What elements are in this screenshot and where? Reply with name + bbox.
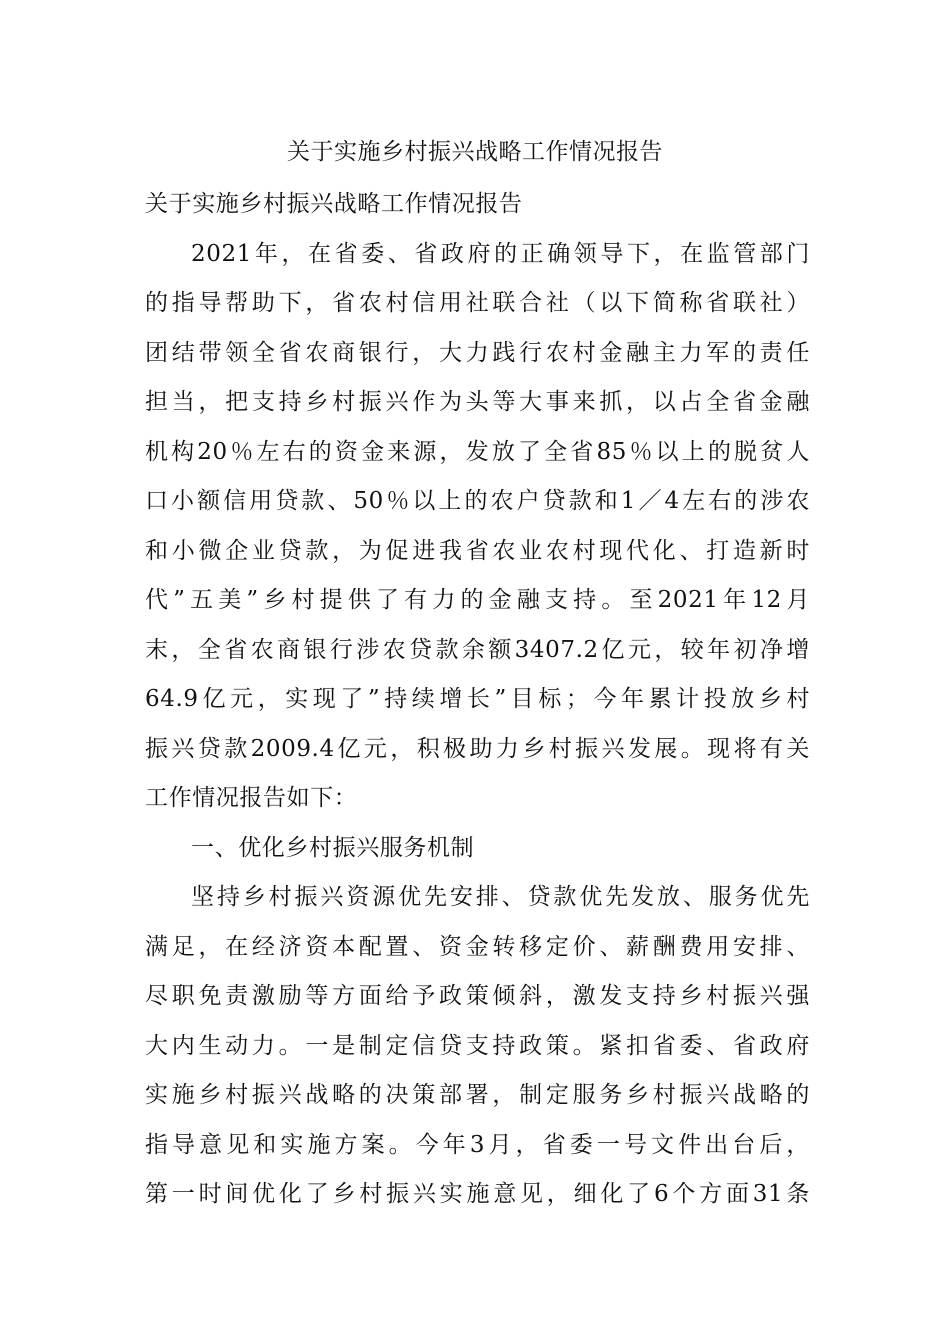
text-line: 尽职免责激励等方面给予政策倾斜，激发支持乡村振兴强 (145, 983, 810, 1009)
text-line: 担当，把支持乡村振兴作为头等大事来抓，以占全省金融 (145, 389, 810, 415)
text-line: 和小微企业贷款，为促进我省农业农村现代化、打造新时 (145, 537, 810, 564)
text-line: 大内生动力。一是制定信贷支持政策。紧扣省委、省政府 (145, 1032, 810, 1059)
text-line: 满足，在经济资本配置、资金转移定价、薪酬费用安排、 (145, 933, 810, 960)
text-line: 关于实施乡村振兴战略工作情况报告 (145, 191, 523, 217)
text-line: 团结带领全省农商银行，大力践行农村金融主力军的责任 (145, 339, 810, 366)
text-line: 代”五美”乡村提供了有力的金融支持。至2021年12月 (145, 587, 810, 613)
text-line: 第一时间优化了乡村振兴实施意见，细化了6个方面31条 (145, 1181, 810, 1207)
document-body (145, 180, 810, 1220)
text-line: 坚持乡村振兴资源优先安排、贷款优先发放、服务优先 (191, 884, 810, 910)
text-line: 的指导帮助下，省农村信用社联合社（以下简称省联社） (145, 290, 810, 316)
text-line: 末，全省农商银行涉农贷款余额3407.2亿元，较年初净增 (145, 636, 810, 663)
text-line: 2021年，在省委、省政府的正确领导下，在监管部门 (191, 240, 810, 267)
text-line: 64.9亿元，实现了”持续增长”目标；今年累计投放乡村 (145, 686, 810, 712)
text-line: 指导意见和实施方案。今年3月，省委一号文件出台后， (145, 1131, 810, 1158)
text-line: 口小额信用贷款、50％以上的农户贷款和1／4左右的涉农 (145, 488, 810, 514)
text-line: 振兴贷款2009.4亿元，积极助力乡村振兴发展。现将有关 (145, 735, 810, 762)
text-line: 实施乡村振兴战略的决策部署，制定服务乡村振兴战略的 (145, 1082, 810, 1108)
text-line: 工作情况报告如下： (145, 785, 358, 811)
text-line: 一、优化乡村振兴服务机制 (191, 834, 475, 861)
document-title: 关于实施乡村振兴战略工作情况报告 (287, 139, 663, 165)
text-line: 机构20％左右的资金来源，发放了全省85％以上的脱贫人 (145, 438, 810, 465)
